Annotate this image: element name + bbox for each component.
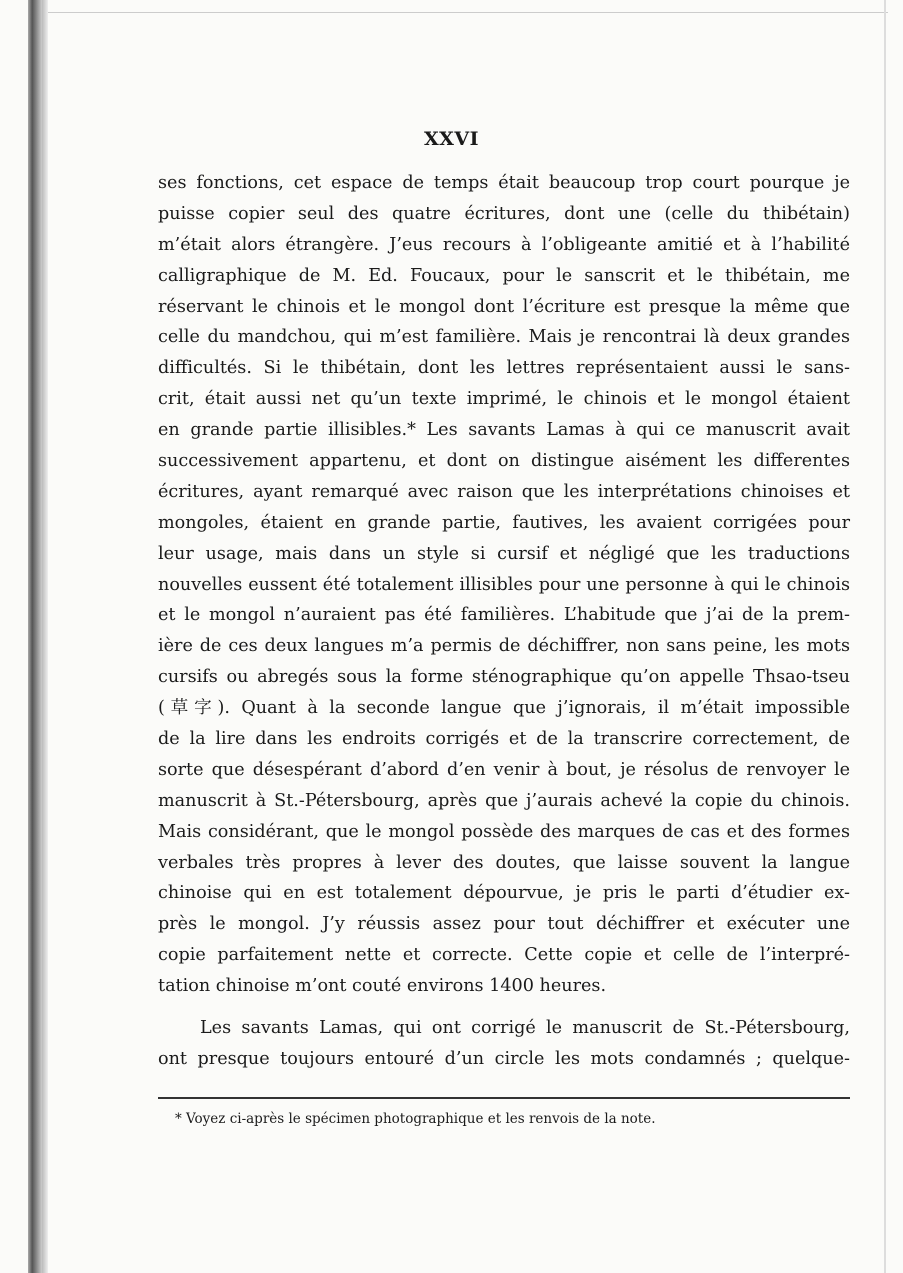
paragraph-gap	[158, 1002, 850, 1013]
text-line: ière de ces deux langues m’a permis de déchiffrer, non sans peine, les mots	[158, 636, 850, 657]
text-line: réservant le chinois et le mongol dont l’écriture est presque la même que	[158, 296, 850, 317]
text-line: successivement appartenu, et dont on distingue aisément les differentes	[158, 451, 850, 472]
text-line: Mais considérant, que le mongol possède des marques de cas et des formes	[158, 821, 850, 842]
text-line: nouvelles eussent été totalement illisibles pour une personne à qui le chinois	[158, 574, 850, 595]
text-line: près le mongol. J’y réussis assez pour tout déchiffrer et exécuter une	[158, 914, 850, 935]
text-line: mongoles, étaient en grande partie, fautives, les avaient corrigées pour	[158, 512, 850, 533]
text-line: en grande partie illisibles.* Les savants Lamas à qui ce manuscrit avait	[158, 420, 850, 441]
text-line: sorte que désespérant d’abord d’en venir à bout, je résolus de renvoyer le	[158, 759, 850, 780]
text-line: leur usage, mais dans un style si cursif et négligé que les traductions	[158, 543, 850, 564]
text-line: verbales très propres à lever des doutes, que laisse souvent la langue	[158, 852, 850, 873]
book-gutter	[42, 0, 48, 1273]
text-line: manuscrit à St.-Pétersbourg, après que j’aurais achevé la copie du chinois.	[158, 790, 850, 811]
text-line: écritures, ayant remarqué avec raison que les interprétations chinoises et	[158, 481, 850, 502]
paragraph	[158, 1013, 850, 1075]
footnote: * Voyez ci-après le spécimen photographique et les renvois de la note.	[175, 1111, 656, 1127]
footnote-rule	[158, 1097, 850, 1099]
text-line: ont presque toujours entouré d’un circle les mots condamnés ; quelque-	[158, 1048, 850, 1069]
text-line: de la lire dans les endroits corrigés et de la transcrire correctement, de	[158, 729, 850, 750]
text-line: celle du mandchou, qui m’est familière. Mais je rencontrai là deux grandes	[158, 327, 850, 348]
text-line: m’était alors étrangère. J’eus recours à l’obligeante amitié et à l’habilité	[158, 234, 850, 255]
page-number: XXVI	[423, 128, 480, 150]
page-edge-top	[48, 12, 888, 13]
text-line: Les savants Lamas, qui ont corrigé le manuscrit de St.-Pétersbourg,	[200, 1018, 850, 1039]
page-edge-right	[884, 0, 886, 1273]
text-line: puisse copier seul des quatre écritures, dont une (celle du thibétain)	[158, 203, 850, 224]
text-line: copie parfaitement nette et correcte. Cette copie et celle de l’interpré-	[158, 945, 850, 966]
body-text	[158, 168, 850, 1075]
text-line: et le mongol n’auraient pas été familières. L’habitude que j’ai de la prem-	[158, 605, 850, 626]
book-binding-shadow	[28, 0, 42, 1273]
text-line: calligraphique de M. Ed. Foucaux, pour le sanscrit et le thibétain, me	[158, 265, 850, 286]
paragraph	[158, 168, 850, 1002]
text-line: crit, était aussi net qu’un texte imprimé, le chinois et le mongol étaient	[158, 389, 850, 410]
text-line: tation chinoise m’ont couté environs 1400 heures.	[158, 976, 607, 997]
text-line: (草字). Quant à la seconde langue que j’ignorais, il m’était impossible	[158, 698, 850, 719]
text-line: cursifs ou abregés sous la forme sténographique qu’on appelle Thsao-tseu	[158, 667, 850, 688]
text-line: chinoise qui en est totalement dépourvue, je pris le parti d’étudier ex-	[158, 883, 850, 904]
text-line: ses fonctions, cet espace de temps était beaucoup trop court pourque je	[158, 173, 850, 193]
text-line: difficultés. Si le thibétain, dont les lettres représentaient aussi le sans-	[158, 358, 850, 379]
